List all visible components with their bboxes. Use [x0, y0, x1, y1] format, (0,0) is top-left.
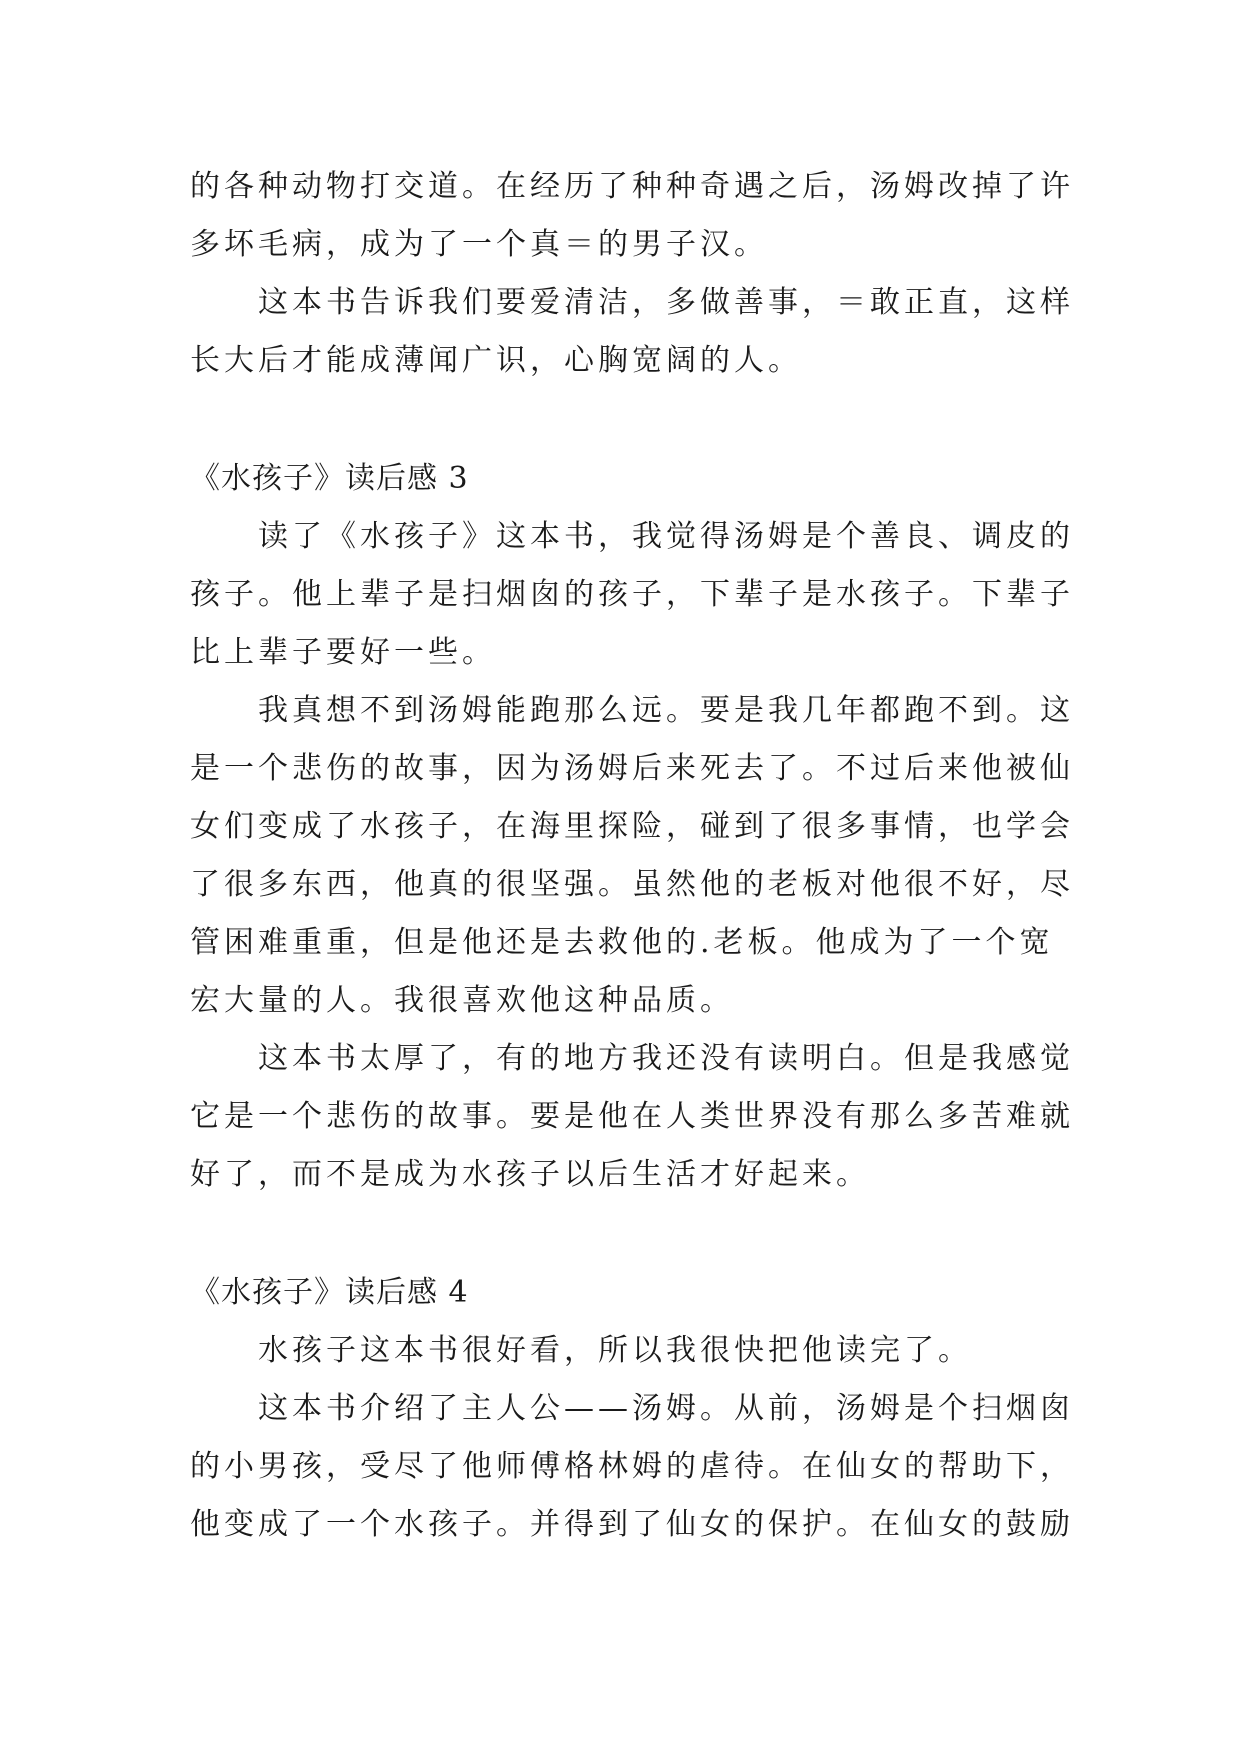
- section-title: 《水孩子》读后感 4: [190, 1275, 469, 1310]
- text-line: 我真想不到汤姆能跑那么远。要是我几年都跑不到。这: [258, 693, 1074, 728]
- text-line: 这本书介绍了主人公——汤姆。从前，汤姆是个扫烟囱: [258, 1391, 1074, 1426]
- document-page: [190, 158, 1074, 1554]
- text-line: 宏大量的人。我很喜欢他这种品质。: [190, 983, 734, 1018]
- text-line: 它是一个悲伤的故事。要是他在人类世界没有那么多苦难就: [190, 1099, 1074, 1134]
- text-line: 了很多东西，他真的很坚强。虽然他的老板对他很不好，尽: [190, 867, 1074, 902]
- text-line: 多坏毛病，成为了一个真＝的男子汉。: [190, 227, 768, 262]
- paragraph: [190, 1322, 1070, 1380]
- text-line: 他变成了一个水孩子。并得到了仙女的保护。在仙女的鼓励: [190, 1507, 1074, 1542]
- section-title: 《水孩子》读后感 3: [190, 461, 469, 496]
- section-gap: [190, 390, 1070, 450]
- text-line: 水孩子这本书很好看，所以我很快把他读完了。: [258, 1333, 972, 1368]
- text-line: 女们变成了水孩子，在海里探险，碰到了很多事情，也学会: [190, 809, 1074, 844]
- text-line: 长大后才能成薄闻广识，心胸宽阔的人。: [190, 343, 802, 378]
- paragraph: [190, 1030, 1074, 1204]
- text-line: 这本书告诉我们要爱清洁，多做善事，＝敢正直，这样: [258, 285, 1074, 320]
- text-line: 比上辈子要好一些。: [190, 635, 496, 670]
- paragraph: [190, 1380, 1074, 1554]
- text-line: 读了《水孩子》这本书，我觉得汤姆是个善良、调皮的: [258, 519, 1074, 554]
- paragraph: [190, 158, 1074, 274]
- text-line: 好了，而不是成为水孩子以后生活才好起来。: [190, 1157, 870, 1192]
- text-line: 是一个悲伤的故事，因为汤姆后来死去了。不过后来他被仙: [190, 751, 1074, 786]
- paragraph: [190, 682, 1074, 1030]
- text-line: 孩子。他上辈子是扫烟囱的孩子，下辈子是水孩子。下辈子: [190, 577, 1074, 612]
- paragraph: [190, 508, 1074, 682]
- text-line: 的各种动物打交道。在经历了种种奇遇之后，汤姆改掉了许: [190, 169, 1074, 204]
- section-gap: [190, 1204, 1070, 1264]
- text-line: 的小男孩，受尽了他师傅格林姆的虐待。在仙女的帮助下，: [190, 1449, 1074, 1484]
- text-line: 这本书太厚了，有的地方我还没有读明白。但是我感觉: [258, 1041, 1074, 1076]
- paragraph: [190, 274, 1074, 390]
- text-line: 管困难重重，但是他还是去救他的.老板。他成为了一个宽: [190, 925, 1054, 960]
